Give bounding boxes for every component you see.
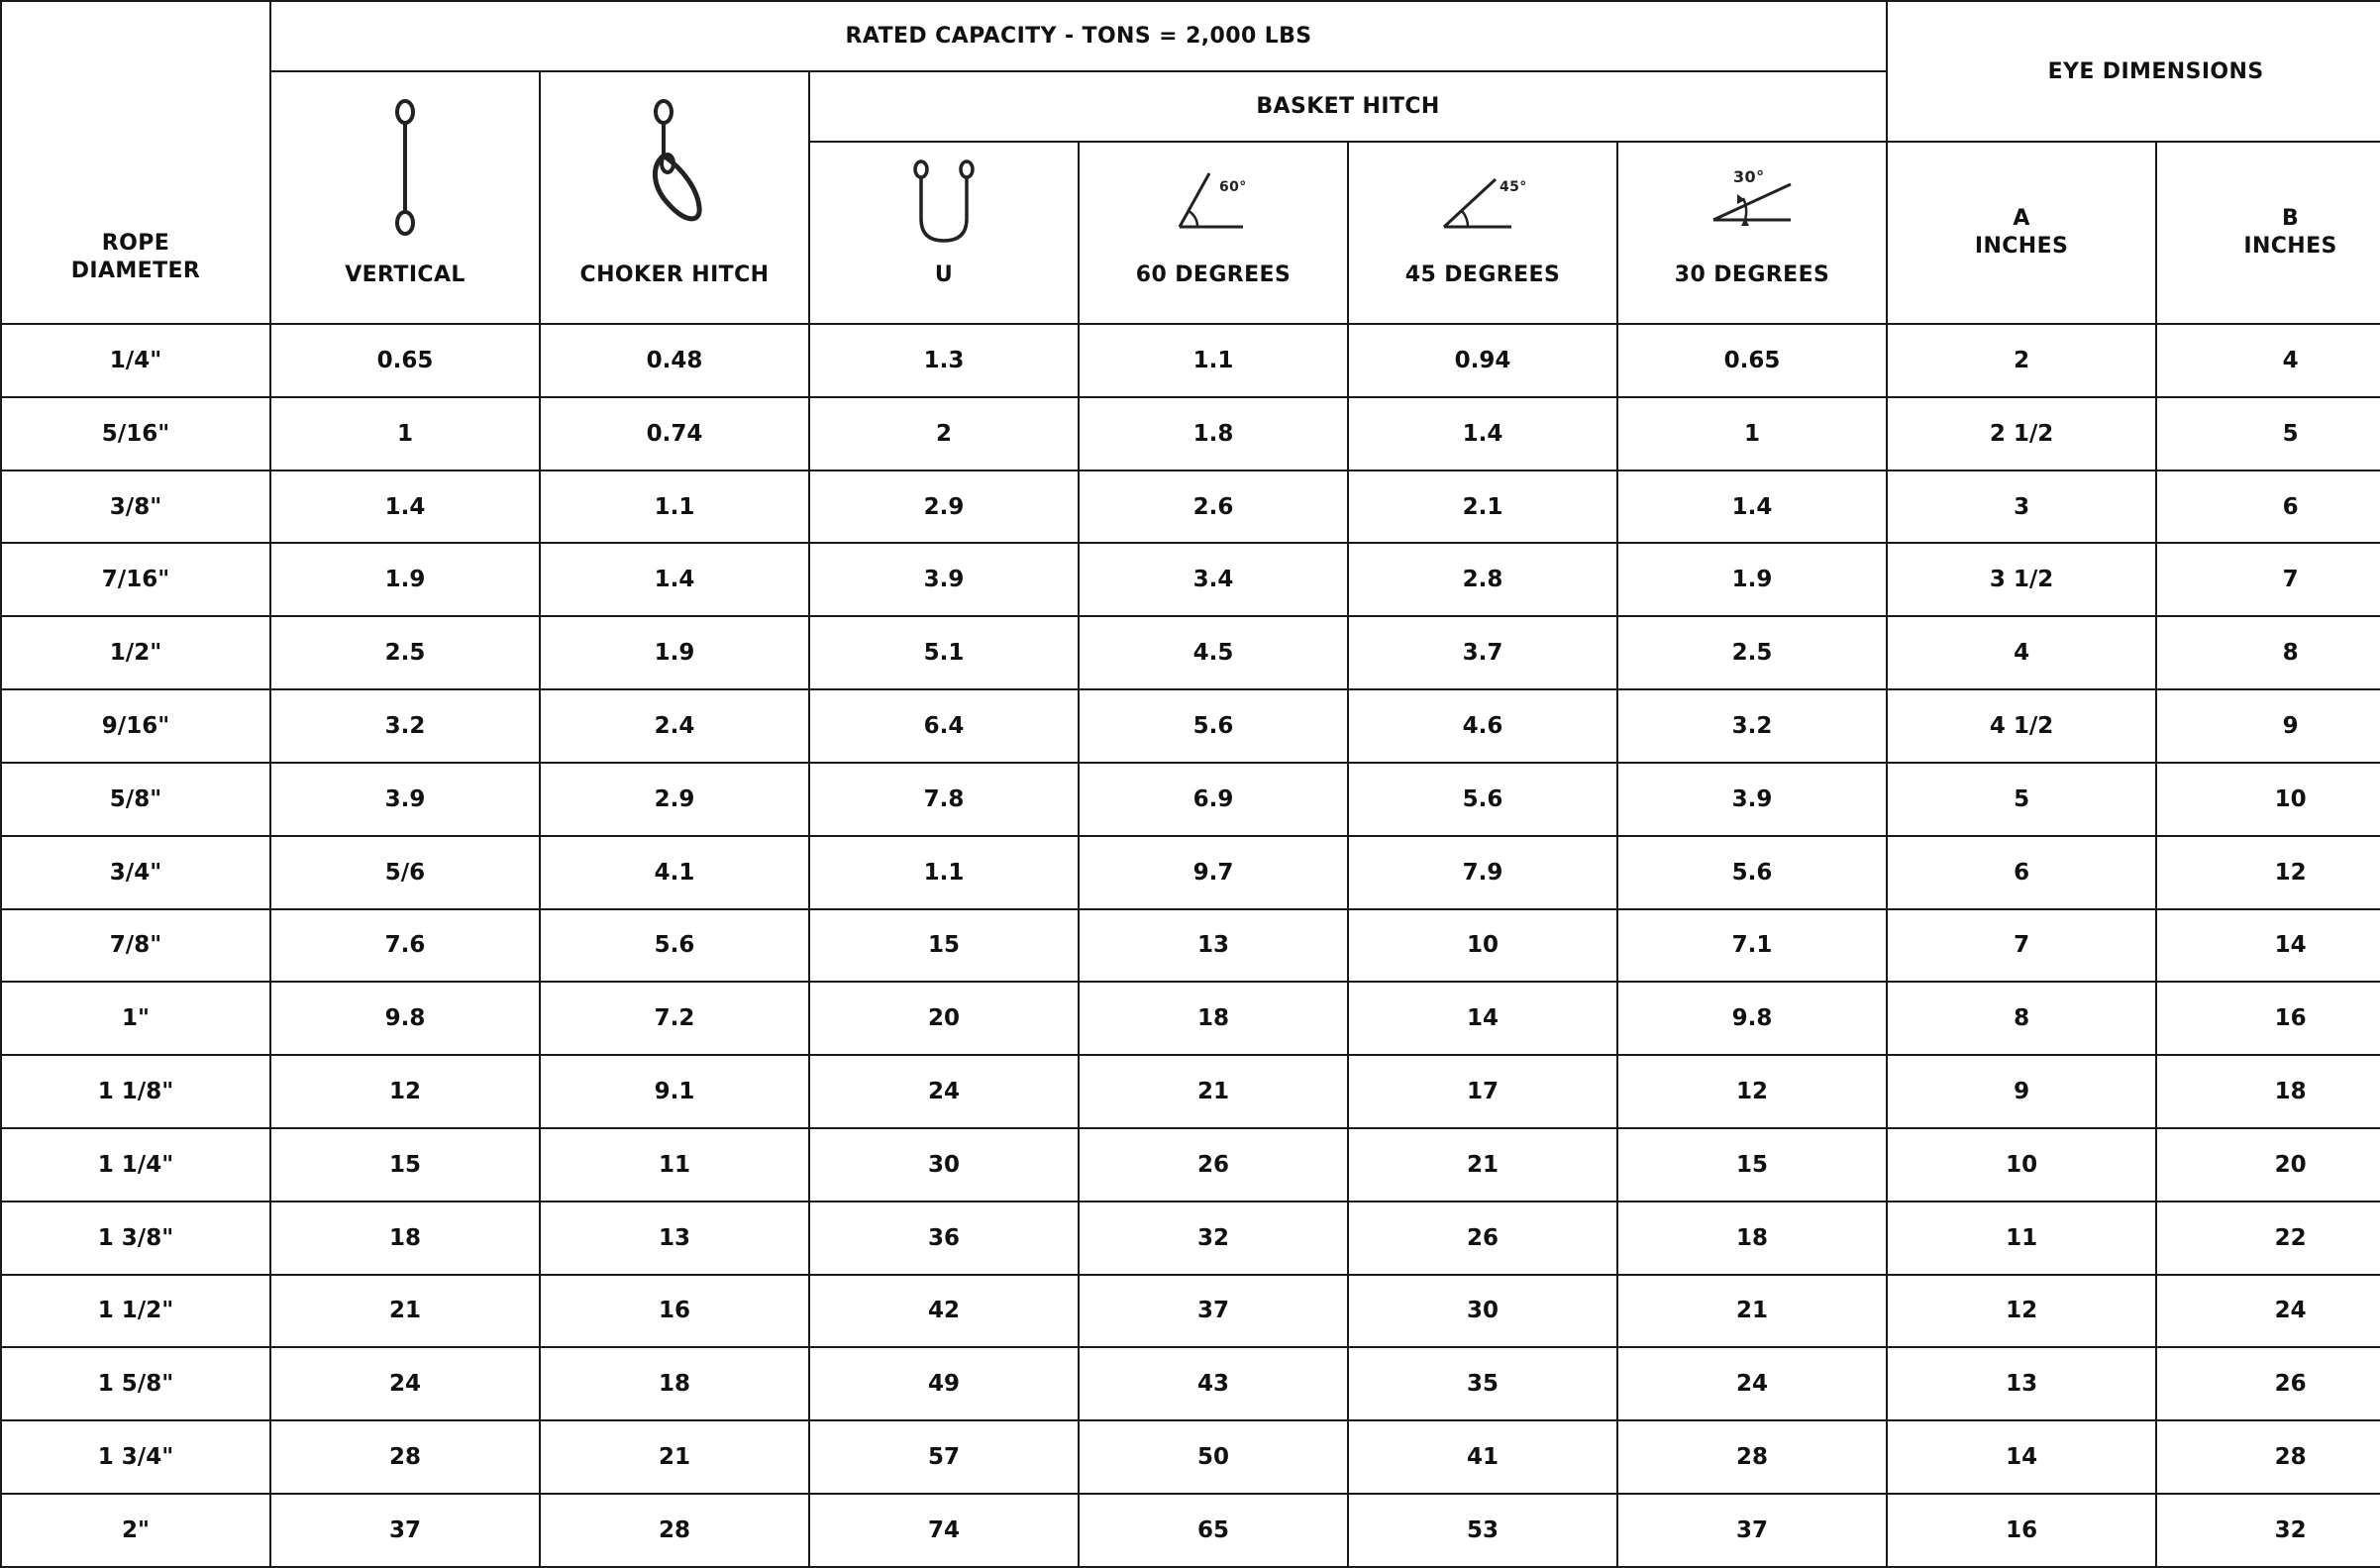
deg45-cell: 17 (1348, 1055, 1617, 1128)
u-cell: 2.9 (809, 470, 1079, 544)
u-cell: 6.4 (809, 689, 1079, 763)
deg30-cell: 7.1 (1617, 909, 1887, 983)
eye-dimensions-header (1887, 1, 2380, 142)
a-inches-cell: 16 (1887, 1494, 2156, 1567)
eye-dimensions-label: EYE DIMENSIONS (2047, 58, 2264, 84)
b-inches-cell: 24 (2156, 1275, 2380, 1348)
deg45-header (1348, 142, 1617, 324)
rope-diameter-cell: 3/8" (1, 470, 270, 544)
choker-hitch-cell: 9.1 (540, 1055, 809, 1128)
table-row (1, 1275, 2380, 1348)
deg45-cell: 1.4 (1348, 397, 1617, 470)
table-body (1, 324, 2380, 1567)
vertical-cell: 18 (270, 1202, 540, 1275)
rated-capacity-title-text: RATED CAPACITY - TONS = 2,000 LBS (845, 24, 1312, 49)
rope-diameter-cell: 1 1/8" (1, 1055, 270, 1128)
table-row (1, 763, 2380, 836)
table-row (1, 616, 2380, 689)
a-inches-cell: 8 (1887, 982, 2156, 1055)
choker-hitch-cell: 1.1 (540, 470, 809, 544)
basket-hitch-header (809, 71, 1887, 142)
vertical-cell: 9.8 (270, 982, 540, 1055)
choker-hitch-cell: 18 (540, 1347, 809, 1420)
rope-diameter-cell: 5/8" (1, 763, 270, 836)
table-row (1, 470, 2380, 544)
deg45-cell: 2.8 (1348, 543, 1617, 616)
vertical-cell: 0.65 (270, 324, 540, 397)
b-inches-cell: 18 (2156, 1055, 2380, 1128)
a-inches-header (1887, 142, 2156, 324)
b-inches-label: B INCHES (2243, 206, 2337, 259)
table-row (1, 689, 2380, 763)
deg45-cell: 53 (1348, 1494, 1617, 1567)
rope-diameter-cell: 5/16" (1, 397, 270, 470)
deg30-cell: 37 (1617, 1494, 1887, 1567)
b-inches-cell: 20 (2156, 1128, 2380, 1202)
deg60-cell: 4.5 (1079, 616, 1348, 689)
rope-diameter-cell: 7/16" (1, 543, 270, 616)
choker-hitch-cell: 7.2 (540, 982, 809, 1055)
rope-diameter-cell: 1 1/4" (1, 1128, 270, 1202)
choker-hitch-cell: 13 (540, 1202, 809, 1275)
vertical-cell: 12 (270, 1055, 540, 1128)
choker-hitch-cell: 4.1 (540, 836, 809, 909)
b-inches-cell: 32 (2156, 1494, 2380, 1567)
a-inches-cell: 12 (1887, 1275, 2156, 1348)
deg30-label: 30 DEGREES (1674, 262, 1830, 287)
u-basket-icon (909, 157, 979, 247)
a-inches-cell: 11 (1887, 1202, 2156, 1275)
deg60-cell: 21 (1079, 1055, 1348, 1128)
deg30-cell: 1.9 (1617, 543, 1887, 616)
deg30-cell: 0.65 (1617, 324, 1887, 397)
deg45-cell: 35 (1348, 1347, 1617, 1420)
vertical-cell: 7.6 (270, 909, 540, 983)
a-inches-label: A INCHES (1974, 206, 2069, 259)
vertical-cell: 2.5 (270, 616, 540, 689)
u-cell: 20 (809, 982, 1079, 1055)
a-inches-cell: 3 (1887, 470, 2156, 544)
a-inches-cell: 2 (1887, 324, 2156, 397)
a-inches-cell: 14 (1887, 1420, 2156, 1494)
vertical-cell: 1.9 (270, 543, 540, 616)
deg45-cell: 0.94 (1348, 324, 1617, 397)
deg45-cell: 7.9 (1348, 836, 1617, 909)
b-inches-cell: 14 (2156, 909, 2380, 983)
table-row (1, 1128, 2380, 1202)
angle-60-icon (1174, 167, 1253, 237)
rope-diameter-cell: 2" (1, 1494, 270, 1567)
vertical-cell: 3.9 (270, 763, 540, 836)
a-inches-cell: 6 (1887, 836, 2156, 909)
table-row (1, 1494, 2380, 1567)
deg45-cell: 5.6 (1348, 763, 1617, 836)
choker-hitch-cell: 11 (540, 1128, 809, 1202)
vertical-cell: 28 (270, 1420, 540, 1494)
vertical-cell: 15 (270, 1128, 540, 1202)
deg60-header (1079, 142, 1348, 324)
choker-hitch-cell: 16 (540, 1275, 809, 1348)
table-row (1, 543, 2380, 616)
deg60-cell: 32 (1079, 1202, 1348, 1275)
deg60-cell: 3.4 (1079, 543, 1348, 616)
choker-hitch-cell: 1.9 (540, 616, 809, 689)
deg60-cell: 26 (1079, 1128, 1348, 1202)
angle-60-text: 60° (1219, 179, 1247, 195)
u-cell: 57 (809, 1420, 1079, 1494)
table-row (1, 836, 2380, 909)
vertical-cell: 1.4 (270, 470, 540, 544)
choker-hitch-cell: 28 (540, 1494, 809, 1567)
rope-diameter-cell: 9/16" (1, 689, 270, 763)
table-row (1, 397, 2380, 470)
rope-diameter-cell: 3/4" (1, 836, 270, 909)
u-cell: 30 (809, 1128, 1079, 1202)
deg45-cell: 14 (1348, 982, 1617, 1055)
b-inches-cell: 4 (2156, 324, 2380, 397)
deg45-cell: 3.7 (1348, 616, 1617, 689)
choker-hitch-cell: 0.74 (540, 397, 809, 470)
b-inches-cell: 7 (2156, 543, 2380, 616)
deg30-cell: 5.6 (1617, 836, 1887, 909)
deg45-cell: 26 (1348, 1202, 1617, 1275)
deg45-cell: 41 (1348, 1420, 1617, 1494)
a-inches-cell: 7 (1887, 909, 2156, 983)
table-row (1, 1347, 2380, 1420)
u-label: U (934, 262, 954, 287)
vertical-header (270, 71, 540, 324)
deg45-cell: 10 (1348, 909, 1617, 983)
a-inches-cell: 4 (1887, 616, 2156, 689)
deg60-cell: 2.6 (1079, 470, 1348, 544)
a-inches-cell: 9 (1887, 1055, 2156, 1128)
rope-diameter-cell: 1 5/8" (1, 1347, 270, 1420)
a-inches-cell: 10 (1887, 1128, 2156, 1202)
table-row (1, 1202, 2380, 1275)
deg60-cell: 1.1 (1079, 324, 1348, 397)
b-inches-cell: 5 (2156, 397, 2380, 470)
b-inches-cell: 16 (2156, 982, 2380, 1055)
u-cell: 2 (809, 397, 1079, 470)
a-inches-cell: 2 1/2 (1887, 397, 2156, 470)
deg45-cell: 30 (1348, 1275, 1617, 1348)
deg30-cell: 9.8 (1617, 982, 1887, 1055)
choker-hitch-cell: 2.4 (540, 689, 809, 763)
deg60-cell: 43 (1079, 1347, 1348, 1420)
u-cell: 5.1 (809, 616, 1079, 689)
u-cell: 1.1 (809, 836, 1079, 909)
u-header (809, 142, 1079, 324)
angle-30-icon (1707, 166, 1797, 238)
u-cell: 3.9 (809, 543, 1079, 616)
u-cell: 7.8 (809, 763, 1079, 836)
b-inches-cell: 8 (2156, 616, 2380, 689)
table-row (1, 1420, 2380, 1494)
deg60-cell: 65 (1079, 1494, 1348, 1567)
deg60-cell: 5.6 (1079, 689, 1348, 763)
deg60-cell: 18 (1079, 982, 1348, 1055)
rope-diameter-header: ROPE DIAMETER (1, 1, 270, 324)
choker-hitch-cell: 0.48 (540, 324, 809, 397)
rated-capacity-title (270, 1, 1887, 71)
a-inches-cell: 4 1/2 (1887, 689, 2156, 763)
u-cell: 74 (809, 1494, 1079, 1567)
vertical-cell: 3.2 (270, 689, 540, 763)
deg30-cell: 2.5 (1617, 616, 1887, 689)
vertical-cell: 5/6 (270, 836, 540, 909)
deg30-header (1617, 142, 1887, 324)
deg30-cell: 12 (1617, 1055, 1887, 1128)
deg60-cell: 50 (1079, 1420, 1348, 1494)
choker-hitch-cell: 1.4 (540, 543, 809, 616)
vertical-cell: 37 (270, 1494, 540, 1567)
a-inches-cell: 13 (1887, 1347, 2156, 1420)
u-cell: 49 (809, 1347, 1079, 1420)
rope-diameter-cell: 1/2" (1, 616, 270, 689)
deg30-cell: 21 (1617, 1275, 1887, 1348)
choker-hitch-label: CHOKER HITCH (579, 262, 770, 287)
deg60-cell: 37 (1079, 1275, 1348, 1348)
b-inches-cell: 12 (2156, 836, 2380, 909)
u-cell: 24 (809, 1055, 1079, 1128)
rope-diameter-cell: 1" (1, 982, 270, 1055)
deg30-cell: 18 (1617, 1202, 1887, 1275)
deg45-cell: 2.1 (1348, 470, 1617, 544)
u-cell: 15 (809, 909, 1079, 983)
rope-diameter-cell: 1/4" (1, 324, 270, 397)
a-inches-cell: 3 1/2 (1887, 543, 2156, 616)
angle-45-text: 45° (1500, 179, 1527, 195)
vertical-cell: 21 (270, 1275, 540, 1348)
rope-diameter-cell: 1 1/2" (1, 1275, 270, 1348)
table-row (1, 982, 2380, 1055)
b-inches-cell: 22 (2156, 1202, 2380, 1275)
deg45-cell: 21 (1348, 1128, 1617, 1202)
deg60-label: 60 DEGREES (1135, 262, 1292, 287)
choker-hitch-header (540, 71, 809, 324)
deg30-cell: 3.2 (1617, 689, 1887, 763)
deg30-cell: 28 (1617, 1420, 1887, 1494)
vertical-label: VERTICAL (345, 262, 466, 287)
deg45-label: 45 DEGREES (1404, 262, 1561, 287)
deg30-cell: 1 (1617, 397, 1887, 470)
choker-hitch-cell: 2.9 (540, 763, 809, 836)
vertical-cell: 24 (270, 1347, 540, 1420)
deg30-cell: 1.4 (1617, 470, 1887, 544)
deg30-cell: 3.9 (1617, 763, 1887, 836)
b-inches-header (2156, 142, 2380, 324)
b-inches-cell: 26 (2156, 1347, 2380, 1420)
table-row (1, 324, 2380, 397)
deg45-cell: 4.6 (1348, 689, 1617, 763)
rope-diameter-cell: 7/8" (1, 909, 270, 983)
deg60-cell: 13 (1079, 909, 1348, 983)
rope-diameter-cell: 1 3/8" (1, 1202, 270, 1275)
b-inches-cell: 10 (2156, 763, 2380, 836)
u-cell: 36 (809, 1202, 1079, 1275)
table-row (1, 1055, 2380, 1128)
angle-30-text: 30° (1733, 167, 1765, 186)
vertical-sling-icon (385, 98, 425, 237)
b-inches-cell: 9 (2156, 689, 2380, 763)
angle-45-icon (1438, 167, 1527, 237)
deg30-cell: 24 (1617, 1347, 1887, 1420)
u-cell: 1.3 (809, 324, 1079, 397)
b-inches-cell: 28 (2156, 1420, 2380, 1494)
u-cell: 42 (809, 1275, 1079, 1348)
vertical-cell: 1 (270, 397, 540, 470)
rope-diameter-cell: 1 3/4" (1, 1420, 270, 1494)
choker-hitch-cell: 5.6 (540, 909, 809, 983)
choker-hitch-cell: 21 (540, 1420, 809, 1494)
basket-hitch-label: BASKET HITCH (1256, 94, 1440, 119)
table-row (1, 909, 2380, 983)
deg30-cell: 15 (1617, 1128, 1887, 1202)
a-inches-cell: 5 (1887, 763, 2156, 836)
choker-hitch-icon (640, 98, 709, 237)
deg60-cell: 1.8 (1079, 397, 1348, 470)
deg60-cell: 6.9 (1079, 763, 1348, 836)
b-inches-cell: 6 (2156, 470, 2380, 544)
deg60-cell: 9.7 (1079, 836, 1348, 909)
